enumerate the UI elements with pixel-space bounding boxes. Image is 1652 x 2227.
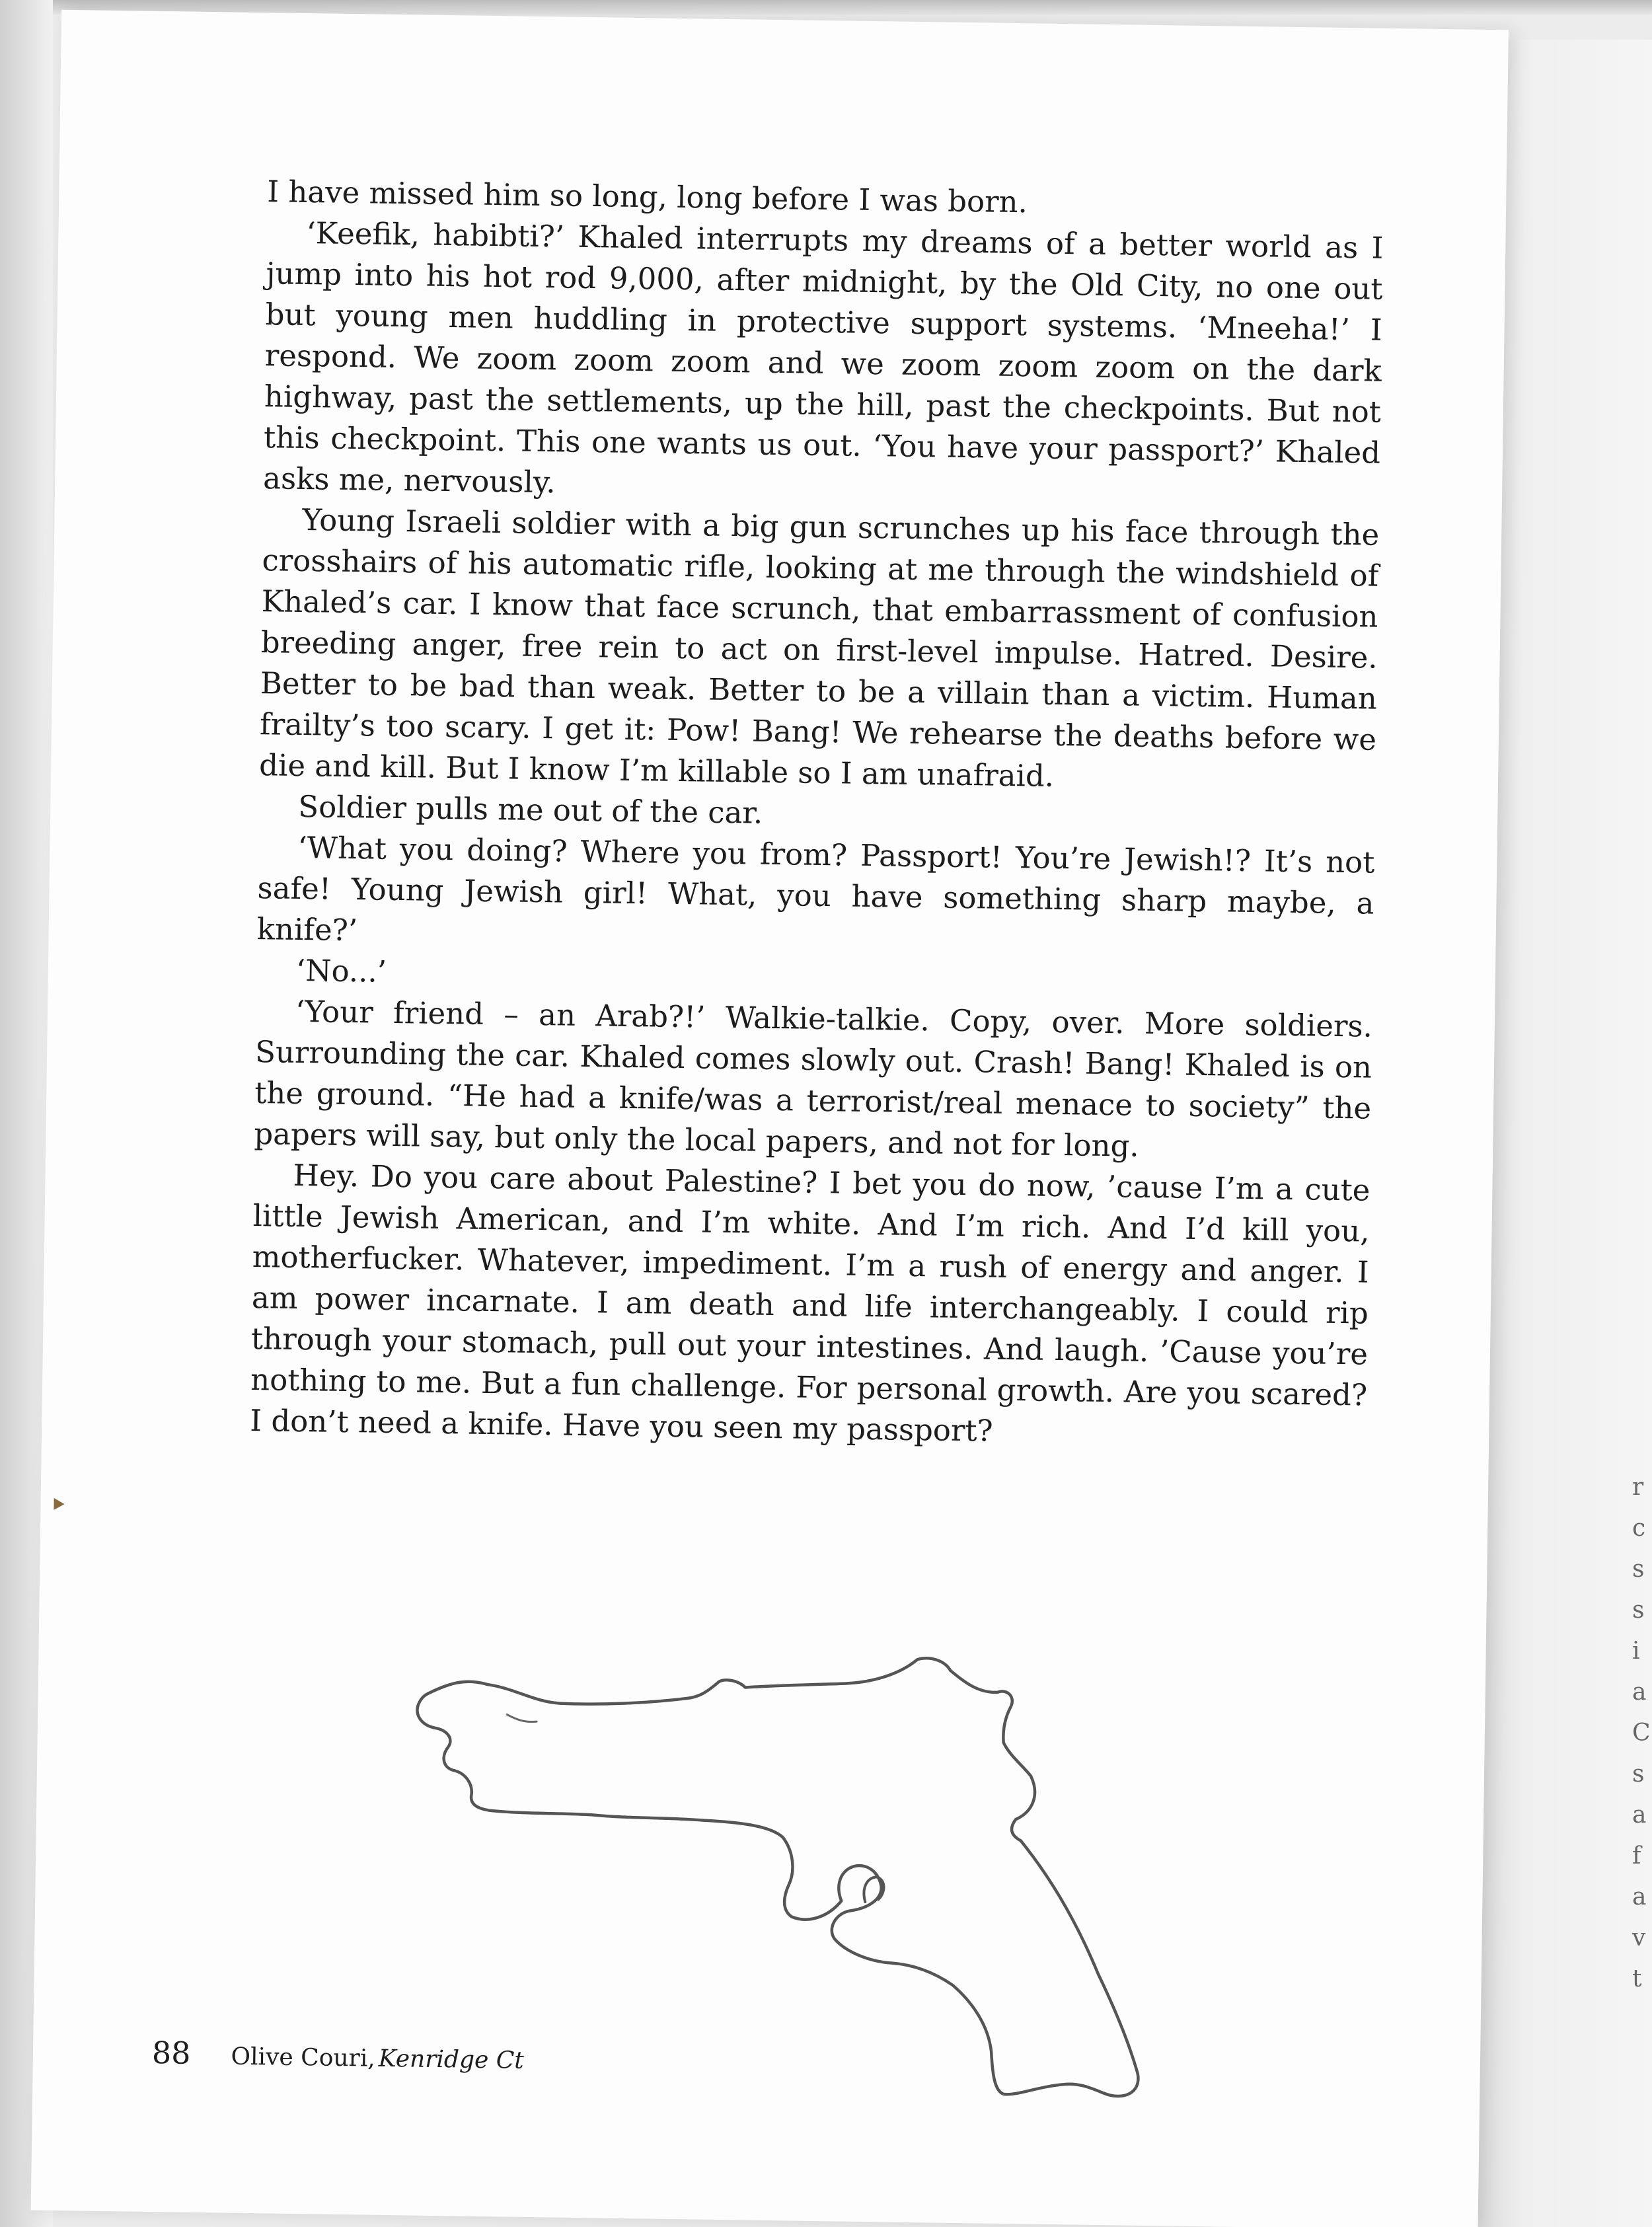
edge-letter: C bbox=[1632, 1719, 1651, 1747]
slide-notch bbox=[507, 1714, 537, 1721]
footer-title: Kenridge Ct bbox=[378, 2045, 525, 2074]
facing-page-letters bbox=[1632, 1467, 1651, 2000]
edge-letter: a bbox=[1632, 1801, 1647, 1829]
edge-letter: v bbox=[1632, 1924, 1646, 1951]
story-text bbox=[250, 171, 1384, 1456]
paragraph: ‘No...’ bbox=[295, 952, 387, 989]
edge-letter: t bbox=[1632, 1965, 1642, 1992]
edge-letter: r bbox=[1632, 1474, 1644, 1501]
paragraph: Soldier pulls me out of the car. bbox=[297, 788, 763, 831]
paragraph: ‘Keefik, habibti?’ Khaled interrupts my dreams of a better world as I jump into his hot rod 9,000, after midnight, by the Old City, no one out but young men huddling in protective support systems. ‘Mneeha!’ I respond. We zoom zoom zoom and we zoom zoom zoom on the dark highway, past the settlements, up the hill, past the checkpoints. But not this checkpoint. This one wants us out. ‘You have your passport?’ Khaled asks me, nervously. bbox=[262, 215, 1384, 500]
edge-letter: a bbox=[1632, 1883, 1647, 1910]
paragraph: I have missed him so long, long before I was born. bbox=[266, 174, 1028, 220]
page-number: 88 bbox=[151, 2035, 191, 2071]
paragraph: Young Israeli soldier with a big gun scrunches up his face through the crosshairs of his automatic rifle, looking at me through the windshield of Khaled’s car. I know that face scrunch, that embarrassment of confusion breeding anger, free rein to act on first-level impulse. Hatred. Desire. Better to be bad than weak. Better to be a villain than a victim. Human frailty’s too scary. I get it: Pow! Bang! We rehearse the deaths before we die and kill. But I know I’m killable so I am unafraid. bbox=[258, 502, 1380, 794]
edge-letter: i bbox=[1632, 1638, 1640, 1665]
pistol-outline bbox=[412, 1651, 1145, 2097]
margin-arrow-icon bbox=[54, 1498, 64, 1510]
paragraph: ‘Your friend – an Arab?!’ Walkie-talkie. Copy, over. More soldiers. Surrounding the car. Khaled comes slowly out. Crash! Bang! Khaled is on the ground. “He had a knife/was a terrorist/real menace to society” the papers will say, but only the local papers, and not for long. bbox=[254, 993, 1373, 1164]
footer-author: Olive Couri, bbox=[231, 2043, 376, 2072]
page-footer bbox=[152, 2035, 525, 2076]
book-page bbox=[31, 10, 1509, 2227]
edge-letter: s bbox=[1632, 1556, 1645, 1583]
paragraph: ‘What you doing? Where you from? Passport! You’re Jewish!? It’s not safe! Young Jewish girl! What, you have something sharp maybe, a knife?’ bbox=[256, 829, 1375, 948]
edge-letter: a bbox=[1632, 1679, 1647, 1706]
edge-letter: s bbox=[1632, 1760, 1645, 1788]
edge-letter: c bbox=[1632, 1515, 1646, 1542]
edge-letter: f bbox=[1632, 1842, 1641, 1869]
edge-letter: s bbox=[1632, 1597, 1645, 1624]
paragraph: Hey. Do you care about Palestine? I bet you do now, ’cause I’m a cute little Jewish American, and I’m white. And I’m rich. And I’d kill you, motherfucker. Whatever, impediment. I’m a rush of energy and anger. I am power incarnate. I am death and life interchangeably. I could rip through your stomach, pull out your intestines. And laugh. ’Cause you’re nothing to me. But a fun challenge. For personal growth. Are you scared? I don’t need a knife. Have you seen my passport? bbox=[249, 1157, 1370, 1449]
